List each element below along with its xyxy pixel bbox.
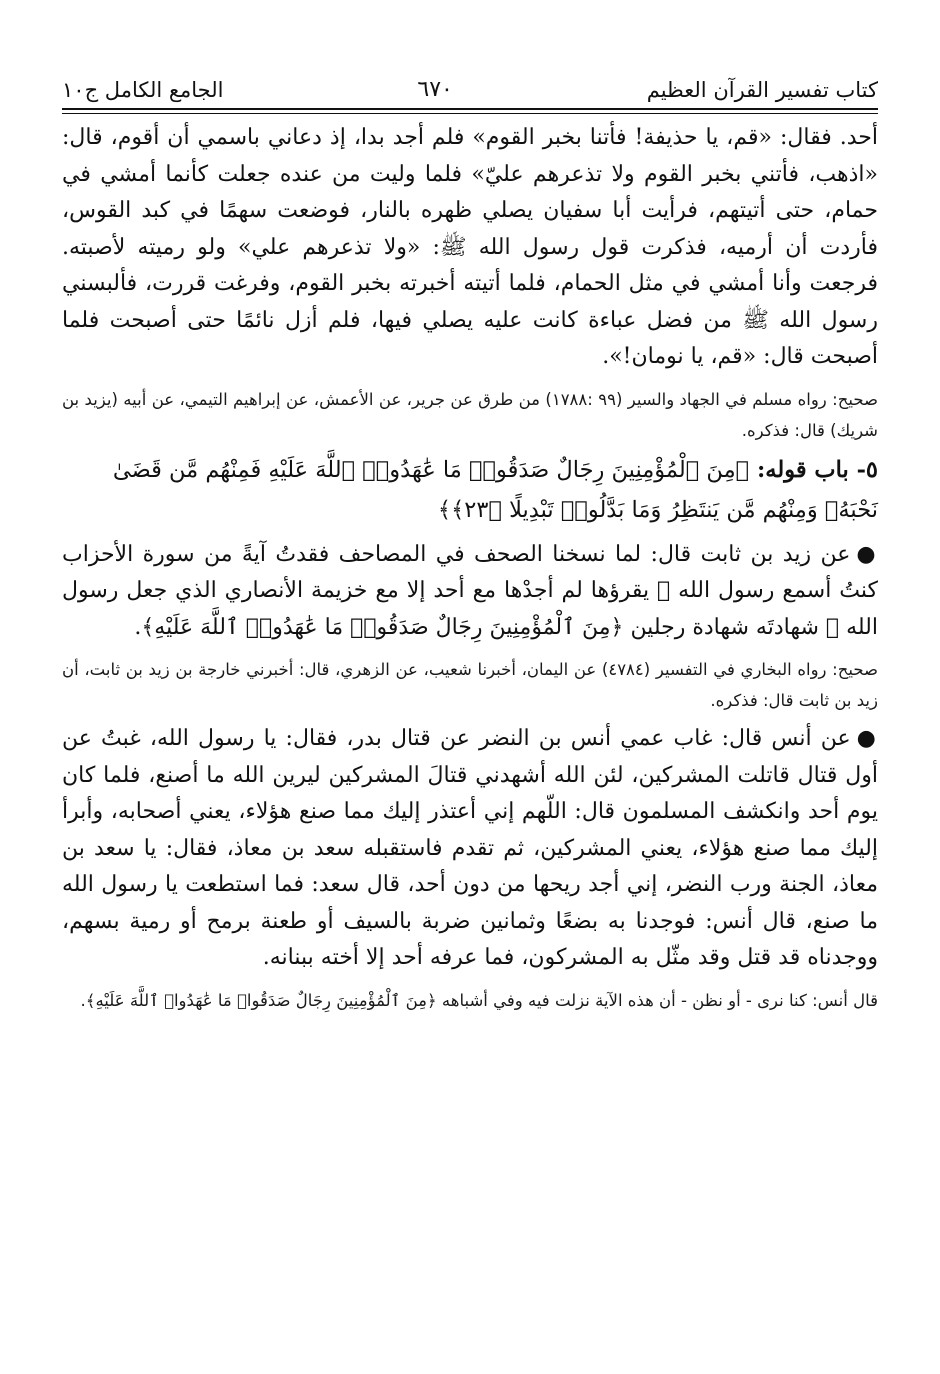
- book-title: كتاب تفسير القرآن العظيم: [646, 78, 878, 102]
- page-number: ٦٧٠: [417, 77, 453, 102]
- chapter-label: باب قوله:: [756, 456, 849, 483]
- anas-comment-text: قال أنس: كنا نرى - أو نظن - أن هذه الآية نزلت فيه وفي أشباهه: [441, 990, 878, 1010]
- header-divider: [62, 108, 878, 114]
- takhrij-note-muslim: صحيح: رواه مسلم في الجهاد والسير (٩٩ :١٧٨٨) من طرق عن جرير، عن الأعمش، عن إبراهيم التيمي، عن أبيه (يزيد بن شريك) قال: فذكره.: [62, 389, 878, 440]
- quran-verse: ﴿مِنَ ٱلْمُؤْمِنِينَ رِجَالٌ صَدَقُوا۟ مَا عَٰهَدُوا۟ ٱللَّهَ عَلَيْهِ فَمِنْهُم مَّن قَضَىٰ نَحْبَهُۥ وَمِنْهُم مَّن يَنتَظِرُ وَمَا بَدَّلُوا۟ تَبْدِيلًا ﴿٢٣﴾﴾: [112, 456, 878, 523]
- sentence-end: .: [134, 614, 142, 640]
- bullet-icon: ●: [856, 540, 879, 567]
- bullet-icon: ●: [856, 725, 878, 751]
- running-header: [62, 58, 878, 102]
- quran-verse-excerpt: ﴿مِنَ ٱلْمُؤْمِنِينَ رِجَالٌ صَدَقُوا۟ مَا عَٰهَدُوا۟ ٱللَّهَ عَلَيْهِ﴾: [141, 614, 624, 640]
- hudhayfa-narration: أحد. فقال: «قم، يا حذيفة! فأتنا بخبر القوم» فلم أجد بدا، إذ دعاني باسمي أن أقوم، قال: «اذهب، فأتني بخبر القوم ولا تذعرهم عليّ» فلما وليت من عنده جعلت كأنما أمشي في حمام، حتى أتيتهم، فرأيت أبا سفيان يصلي ظهره بالنار، فوضعت سهمًا في كبد القوس، فأردت أن أرميه، فذكرت قول رسول الله ﷺ: «ولا تذعرهم علي» ولو رميته لأصبته. فرجعت وأنا أمشي في مثل الحمام، فلما أتيته أخبرته بخبر القوم، وفرغت قررت، فألبسني رسول الله ﷺ من فضل عباءة كانت عليه يصلي فيها، فلم أزل نائمًا حتى أصبحت فلما أصبحت قال: «قم، يا نومان!».: [62, 125, 878, 369]
- zayd-narration-text: عن زيد بن ثابت قال: لما نسخنا الصحف في المصاحف فقدتُ آيةً من سورة الأحزاب كنتُ أسمع رسول الله ﷺ يقرؤها لم أجدْها مع أحد إلا مع خزيمة الأنصاري الذي جعل رسول الله ﷺ شهادتَه شهادة رجلين: [62, 541, 878, 640]
- anas-comment-note: [62, 985, 878, 1016]
- sentence-end: .: [80, 990, 86, 1010]
- anas-narration-text: عن أنس قال: غاب عمي أنس بن النضر عن قتال بدر، فقال: يا رسول الله، غبتُ عن أول قتال قاتلت المشركين، لئن الله أشهدني قتالَ المشركين ليرين الله ما أصنع، فلما كان يوم أحد وانكشف المسلمون قال: اللّهم إني أعتذر إليك مما صنع هؤلاء، يعني أصحابه، وأبرأ إليك مما صنع هؤلاء، يعني المشركين، ثم تقدم فاستقبله سعد بن معاذ، فقال: يا سعد بن معاذ، الجنة ورب النضر، إني أجد ريحها من دون أحد، قال سعد: فما استطعت يا رسول الله ما صنع، قال أنس: فوجدنا به بضعًا وثمانين ضربة بالسيف أو طعنة برمح أو رمية بسهم، ووجدناه قد قتل وقد مثّل به المشركون، فما عرفه أحد إلا أخته ببنانه.: [62, 726, 878, 970]
- anas-narration: [62, 720, 878, 977]
- chapter-number: ٥-: [856, 456, 878, 483]
- zayd-narration: [62, 536, 878, 647]
- takhrij-note-bukhari: صحيح: رواه البخاري في التفسير (٤٧٨٤) عن اليمان، أخبرنا شعيب، عن الزهري، قال: أخبرني خارجة بن زيد بن ثابت، أن زيد بن ثابت قال: فذكره.: [62, 660, 878, 710]
- volume-title: الجامع الكامل ج١٠: [62, 78, 224, 102]
- quran-verse-excerpt: ﴿مِنَ ٱلْمُؤْمِنِينَ رِجَالٌ صَدَقُوا۟ مَا عَٰهَدُوا۟ ٱللَّهَ عَلَيْهِ﴾: [85, 990, 437, 1010]
- chapter-heading: [62, 450, 878, 530]
